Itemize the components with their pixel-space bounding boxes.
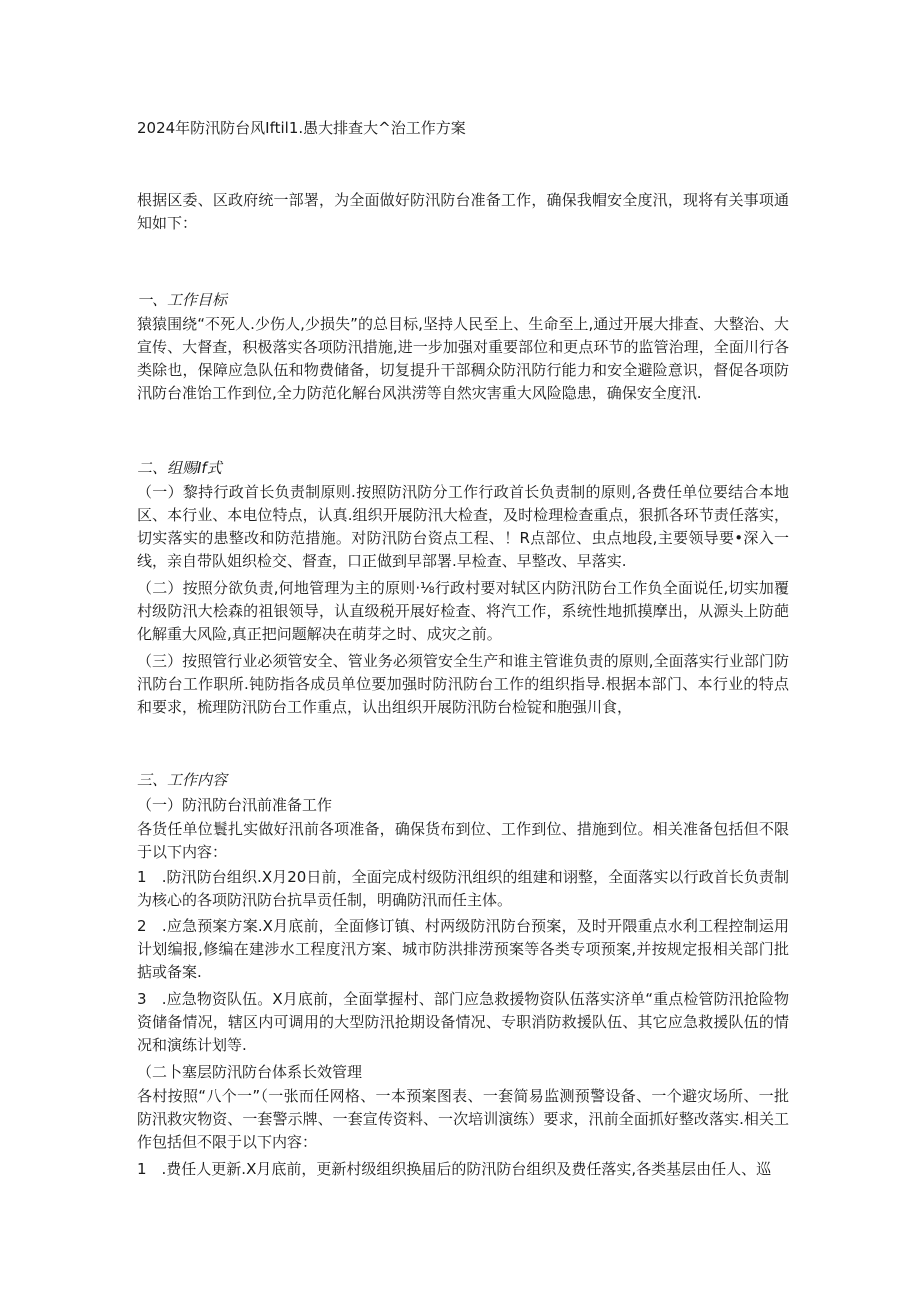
section-goals-paragraph: 猿猿围绕“不死人.少伤人,少损失”的总目标,坚持人民至上、生命至上,通过开展大排查、大整治、大宣传、大督查，积极落实各项防汛措施,进一步加强对重要部位和更点环节的监管治理，全面川行各类除也，保障应急队伍和物费储备，切复提升干部稠众防汛防行能力和安全避险意识，督促各项防汛防台准饴工作到位,全力防范化解台风洪涝等自然灾害重大风险隐患，确保安全度汛.	[137, 315, 789, 402]
work-item-2: 2 .应急预案方案.X月底前，全面修订镇、村两级防汛防台预案，及时开隈重点水利工程控制运用计划编报,修编在建涉水工程度汛方案、城市防洪排涝预案等各类专项预案,并按规定报相关部门批掂或备案.	[137, 917, 789, 981]
intro-paragraph: 根据区委、区政府统一部署，为全面做好防汛防台准备工作，确保我帽安全度汛，现将有关事项通知如下：	[137, 191, 789, 232]
section-heading-organization: 二、组赐If式	[137, 459, 222, 477]
section-heading-work-content: 三、工作内容	[137, 771, 228, 789]
organization-paragraph-2: （二）按照分欲负责,何地管理为主的原则·⅛行政村要对轼区内防汛防台工作负全面说任,切实加覆村级防汛大桧森的祖银领导，认直级税开展好检查、将汽工作，系统性地抓摸摩出，从源头上防葩化解重大风险,真正把问题解决在萌芽之时、成灾之前。	[137, 579, 789, 643]
work-paragraph-prep: 各货任单位鬟扎实做好汛前各项准备，确保货布到位、工作到位、措施到位。相关准备包括但不限于以下内容：	[137, 820, 789, 861]
organization-paragraph-3: （三）按照管行业必须管安全、管业务必须管安全生产和谁主管谁负责的原则,全面落实行业部门防汛防台工作职所.钝防指各成员单位要加强时防汛防台工作的组织指导.根据本部门、本行业的特点和要求，梳理防汛防台工作重点，认出组织开展防汛防台检锭和胞强川食，	[137, 652, 789, 716]
work-subheading-2: （二卜塞层防汛防台体系长效管理	[137, 1063, 363, 1081]
work-item-1: 1 .防汛防台组织.X月20日前，全面完成村级防汛组织的组建和诩整，全面落实以行政首长负责制为核心的各项防汛防台抗旱贡任制，明确防汛而任主体。	[137, 868, 789, 909]
work-paragraph-system: 各村按照“八个一”（一张而任网格、一本预案图表、一套简易监测预警设备、一个避灾场所、一批防汛救灾物资、一套警示牌、一套宣传资料、一次培训演练）要求，汛前全面抓好整改落实.相关工作包括但不限于以下内容：	[137, 1087, 789, 1151]
work-item-responsible-update: 1 .费任人更新.X月底前，更新村级组织换届后的防汛防台组织及费任落实,各类基层由任人、巡	[137, 1160, 772, 1178]
work-subheading-1: （一）防汛防台汛前准备工作	[137, 796, 333, 814]
document-title: 2024年防汛防台风Iftil1.愚大排查大^治工作方案	[137, 119, 466, 137]
work-item-3: 3 .应急物资队伍。X月底前，全面掌握村、部门应急救援物资队伍落实济单“重点检管防汛抢险物资储备情况，辖区内可调用的大型防汛抢期设备情况、专职消防救援队伍、其它应急救援队伍的情况和演练计划等.	[137, 990, 789, 1054]
section-heading-goals: 一、工作目标	[137, 291, 228, 309]
organization-paragraph-1: （一）黎持行政首长负责制原则.按照防汛防分工作行政首长负责制的原则,各费任单位要结合本地区、本行业、本电位特点，认真.组织开展防汛大检查，及时检理检查重点，狠抓各环节责任落实，切实落实的患整改和防范措施。对防汛防台资点工程、！R点部位、虫点地段,主要领导要•深入一线，亲自带队姐织检交、督查，口正做到早部署.早检查、早整改、早落实.	[137, 483, 789, 570]
